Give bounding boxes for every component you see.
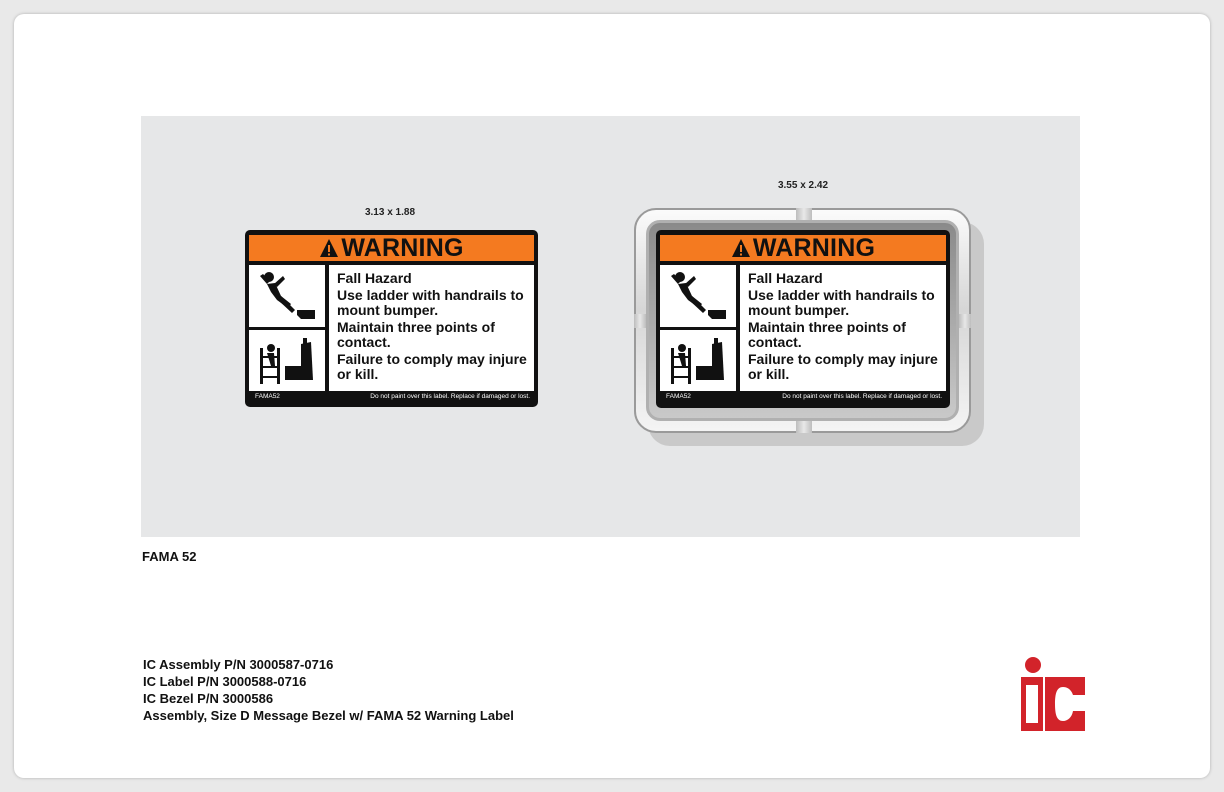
spec-line: IC Bezel P/N 3000586 [143,691,274,706]
warning-word: WARNING [752,233,876,262]
label-code: FAMA52 [666,393,691,400]
label-footer [660,391,946,403]
bezel-label-dimensions: 3.55 x 2.42 [777,180,829,191]
warning-triangle-icon [731,238,751,258]
pictogram-column [249,265,325,391]
warning-title: Fall Hazard [748,270,823,286]
warning-consequence: Failure to comply may injure or kill. [748,351,938,382]
pictogram-ladder [660,330,736,392]
warning-text [740,265,946,391]
bezel-notch-right [959,314,971,328]
spec-line: Assembly, Size D Message Bezel w/ FAMA 52 Warning Label [143,708,514,723]
pictogram-fall [249,265,325,330]
warning-label-in-bezel [656,230,950,408]
part-numbers [143,656,514,724]
spec-line: IC Assembly P/N 3000587-0716 [143,657,334,672]
spec-line: IC Label P/N 3000588-0716 [143,674,307,689]
pictogram-fall [660,265,736,330]
label-code: FAMA52 [255,393,280,400]
bezel-notch-bottom [796,421,812,433]
warning-instruction: Use ladder with handrails to mount bumper. [748,287,935,318]
warning-label [245,230,538,407]
warning-instruction: Maintain three points of contact. [748,319,906,350]
bezel-notch-top [796,208,812,220]
warning-word: WARNING [341,233,464,262]
warning-header [660,235,946,261]
ladder-climb-icon [668,334,728,386]
pictogram-column [660,265,736,391]
warning-header [249,235,534,261]
warning-instruction: Maintain three points of contact. [337,319,495,350]
falling-person-icon [668,270,728,322]
label-footer-note: Do not paint over this label. Replace if damaged or lost. [782,393,942,400]
label-footer-note: Do not paint over this label. Replace if damaged or lost. [370,393,530,400]
bezel-notch-left [634,314,646,328]
small-label-dimensions: 3.13 x 1.88 [364,207,416,218]
warning-title: Fall Hazard [337,270,412,286]
warning-triangle-icon [319,238,339,258]
ic-logo [1019,655,1085,731]
pictogram-ladder [249,330,325,392]
product-caption: FAMA 52 [142,549,197,564]
warning-text [329,265,534,391]
label-footer [249,391,534,403]
warning-instruction: Use ladder with handrails to mount bumper. [337,287,524,318]
warning-consequence: Failure to comply may injure or kill. [337,351,527,382]
ladder-climb-icon [257,334,317,386]
falling-person-icon [257,270,317,322]
